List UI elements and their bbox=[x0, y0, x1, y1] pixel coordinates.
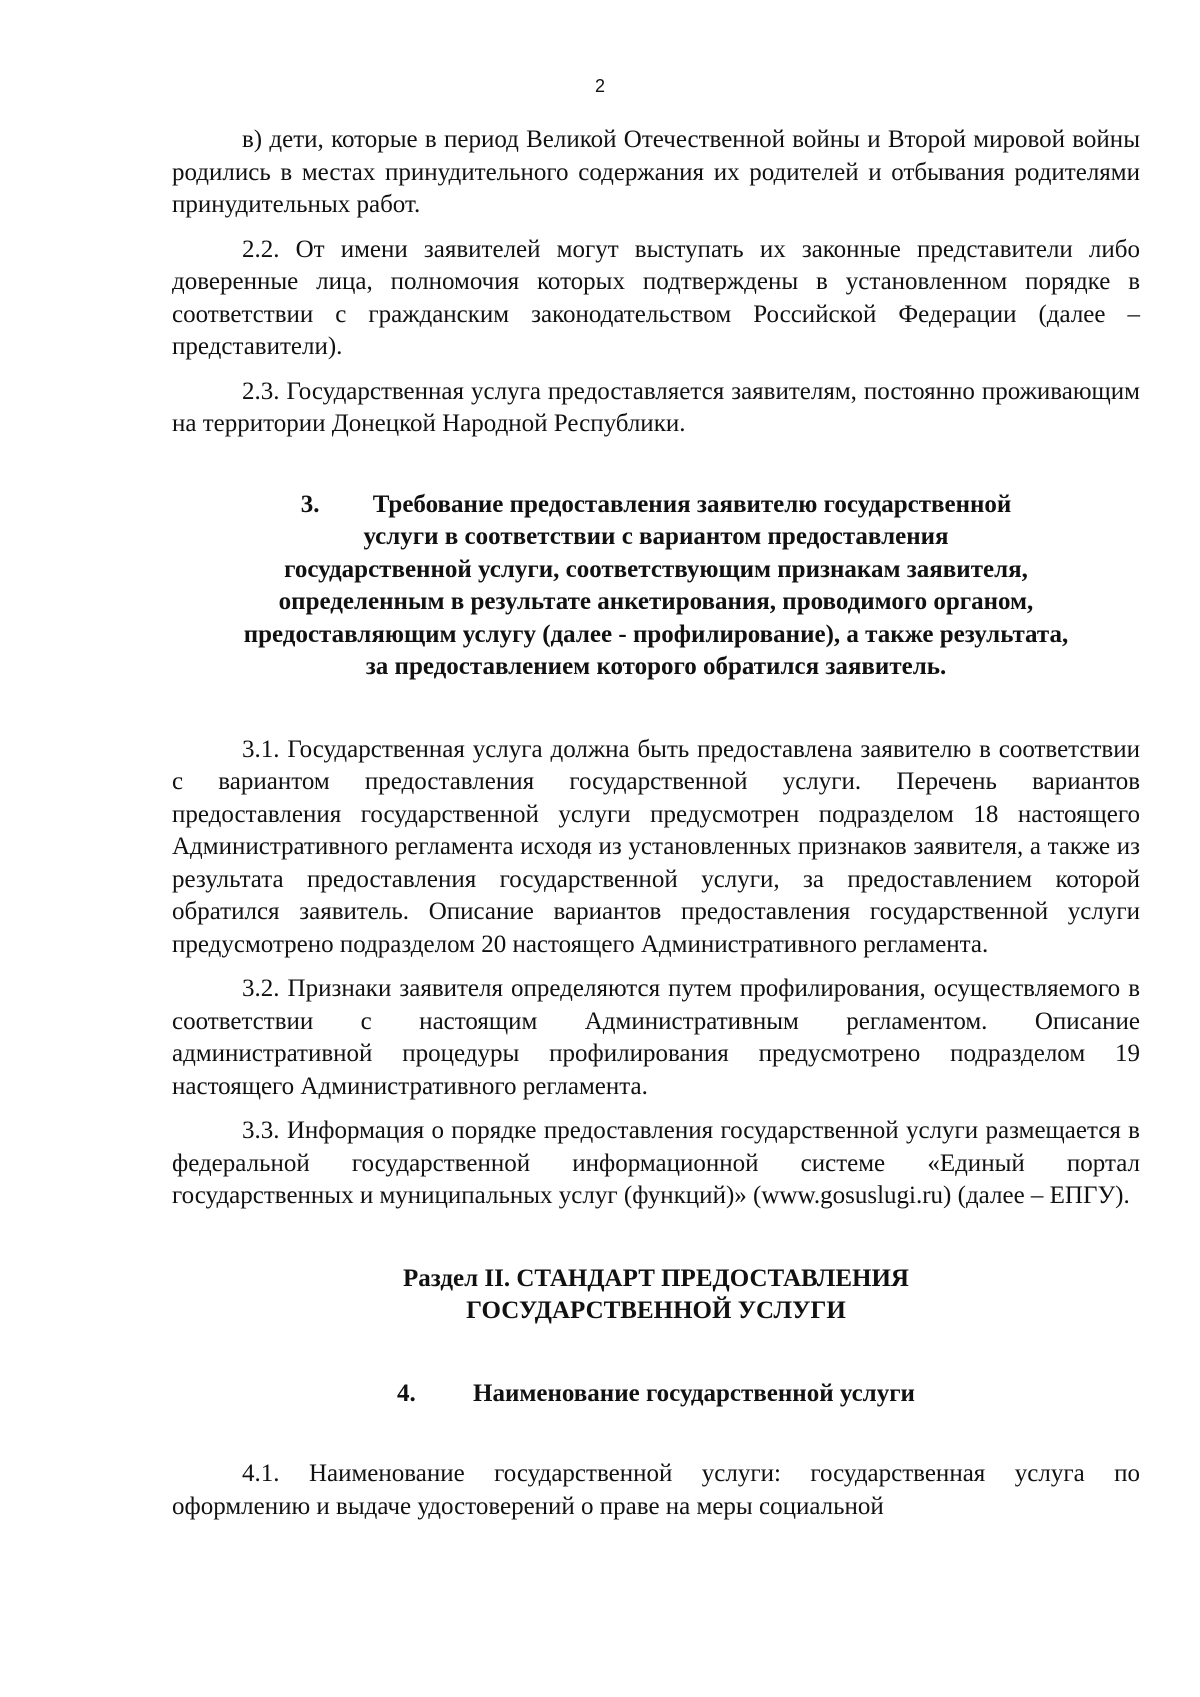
heading-part-2 bbox=[172, 1263, 1140, 1328]
heading-line: ГОСУДАРСТВЕННОЙ УСЛУГИ bbox=[466, 1297, 846, 1324]
heading-line: предоставляющим услугу (далее - профилирование), а также результата, bbox=[243, 620, 1069, 648]
heading-line: за предоставлением которого обратился заявитель. bbox=[365, 653, 947, 680]
heading-number: 3. bbox=[300, 490, 320, 518]
paragraph-4-1: 4.1. Наименование государственной услуги: государственная услуга по оформлению и выдаче удостоверений о праве на меры социальной bbox=[172, 1460, 1140, 1520]
paragraph-3-3: 3.3. Информация о порядке предоставления государственной услуги размещается в федеральной государственной информационной системе «Единый портал государственных и муниципальных услуг (функций)» (www.gosuslugi.ru) (далее – ЕПГУ). bbox=[172, 1117, 1140, 1209]
heading-number: 4. bbox=[397, 1379, 416, 1407]
heading-line: определенным в результате анкетирования, проводимого органом, bbox=[278, 588, 1034, 615]
heading-section-4 bbox=[172, 1378, 1140, 1411]
heading-section-3 bbox=[172, 489, 1140, 684]
paragraph-2-3: 2.3. Государственная услуга предоставляется заявителям, постоянно проживающим на территории Донецкой Народной Республики. bbox=[172, 377, 1140, 437]
paragraph-2-1-c: в) дети, которые в период Великой Отечественной войны и Второй мировой войны родились в местах принудительного содержания их родителей и отбывания родителями принудительных работ. bbox=[172, 126, 1140, 218]
heading-line: услуги в соответствии с вариантом предоставления bbox=[363, 523, 949, 550]
heading-line: Раздел II. СТАНДАРТ ПРЕДОСТАВЛЕНИЯ bbox=[403, 1264, 909, 1292]
heading-line: 3. Требование предоставления заявителю государственной bbox=[172, 489, 1140, 522]
paragraph-3-1: 3.1. Государственная услуга должна быть предоставлена заявителю в соответствии с вариантом предоставления государственной услуги. Перечень вариантов предоставления государственной услуги предусмотрен подразделом 18 настоящего Административного регламента исходя из установленных признаков заявителя, а также из результата предоставления государственной услуги, за предоставлением которой обратился заявитель. Описание вариантов предоставления государственной услуги предусмотрено подразделом 20 настоящего Административного регламента. bbox=[172, 735, 1140, 958]
heading-line: государственной услуги, соответствующим признакам заявителя, bbox=[284, 555, 1028, 583]
paragraph-2-2: 2.2. От имени заявителей могут выступать их законные представители либо доверенные лица, полномочия которых подтверждены в установленном порядке в соответствии с гражданским законодательством Российской Федерации (далее – представители). bbox=[172, 235, 1140, 360]
page-number: 2 bbox=[594, 76, 605, 96]
heading-line: 4. Наименование государственной услуги bbox=[172, 1378, 1140, 1411]
document-body bbox=[172, 124, 1140, 1535]
paragraph-3-2: 3.2. Признаки заявителя определяются путем профилирования, осуществляемого в соответствии с настоящим Административным регламентом. Описание административной процедуры профилирования предусмотрено подразделом 19 настоящего Административного регламента. bbox=[172, 975, 1140, 1100]
